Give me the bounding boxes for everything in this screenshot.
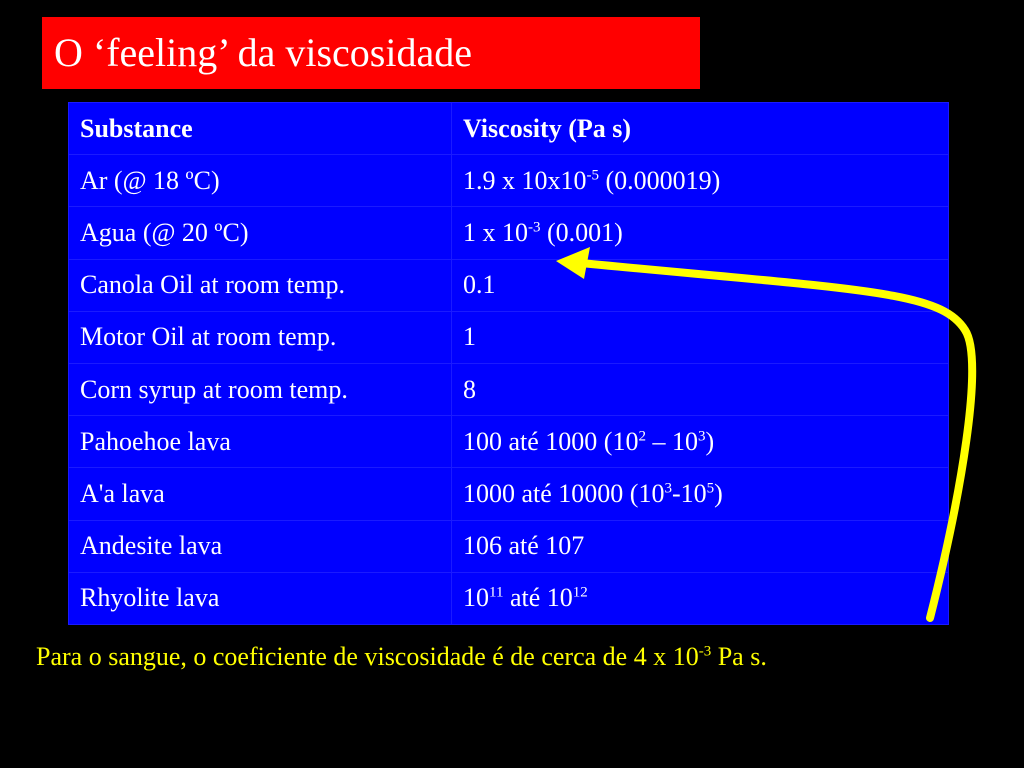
table-row: [69, 207, 949, 259]
table-row: [69, 416, 949, 468]
footnote-suffix: Pa s.: [711, 642, 767, 671]
table-row: [69, 311, 949, 363]
title-banner: [42, 17, 700, 89]
viscosity-text: até 10: [503, 583, 573, 613]
viscosity-cell: [452, 155, 949, 207]
viscosity-text: ): [705, 426, 715, 456]
table-row: [69, 520, 949, 572]
viscosity-exponent: 2: [638, 428, 646, 445]
table-row: [69, 259, 949, 311]
viscosity-text: – 10: [645, 426, 698, 456]
viscosity-table: [68, 102, 949, 625]
viscosity-text: 100 até 1000 (10: [463, 426, 639, 456]
header-viscosity: Viscosity (Pa s): [452, 103, 949, 155]
viscosity-cell: [452, 416, 949, 468]
substance-cell: Pahoehoe lava: [69, 416, 452, 468]
viscosity-text: 106 até 107: [463, 531, 585, 561]
table-row: [69, 363, 949, 415]
viscosity-exponent: 12: [572, 584, 588, 601]
viscosity-exponent: -3: [528, 219, 541, 236]
viscosity-text: 1 x 10: [463, 217, 528, 247]
substance-cell: Canola Oil at room temp.: [69, 259, 452, 311]
viscosity-text: 10: [463, 583, 489, 613]
header-substance: Substance: [69, 103, 452, 155]
viscosity-text: ): [714, 478, 723, 508]
viscosity-cell: [452, 311, 949, 363]
viscosity-exponent: 11: [489, 584, 504, 601]
table-row: [69, 572, 949, 624]
substance-cell: Motor Oil at room temp.: [69, 311, 452, 363]
viscosity-exponent: 3: [664, 480, 672, 497]
table-row: [69, 468, 949, 520]
viscosity-exponent: -5: [586, 167, 599, 184]
viscosity-text: 1.9 x 10x10: [463, 165, 587, 195]
blood-viscosity-note: [36, 642, 767, 672]
viscosity-cell: [452, 572, 949, 624]
table-row: [69, 155, 949, 207]
substance-cell: Ar (@ 18 ºC): [69, 155, 452, 207]
viscosity-text: (0.000019): [599, 165, 721, 195]
substance-cell: A'a lava: [69, 468, 452, 520]
slide-title: O ‘feeling’ da viscosidade: [54, 30, 472, 75]
viscosity-text: 8: [463, 374, 476, 404]
substance-cell: Corn syrup at room temp.: [69, 363, 452, 415]
viscosity-text: 1000 até 10000 (10: [463, 478, 665, 508]
viscosity-cell: [452, 520, 949, 572]
footnote-text: Para o sangue, o coeficiente de viscosidade é de cerca de 4 x 10: [36, 642, 699, 671]
viscosity-cell: [452, 468, 949, 520]
viscosity-text: (0.001): [540, 217, 623, 247]
viscosity-text: -10: [671, 478, 707, 508]
substance-cell: Andesite lava: [69, 520, 452, 572]
substance-cell: Agua (@ 20 ºC): [69, 207, 452, 259]
footnote-exponent: -3: [698, 643, 712, 660]
viscosity-exponent: 5: [706, 480, 715, 497]
viscosity-exponent: 3: [697, 428, 706, 445]
substance-cell: Rhyolite lava: [69, 572, 452, 624]
viscosity-text: 1: [463, 322, 476, 352]
viscosity-cell: [452, 207, 949, 259]
viscosity-text: 0.1: [463, 270, 496, 300]
viscosity-cell: [452, 259, 949, 311]
viscosity-cell: [452, 363, 949, 415]
table-header-row: [69, 103, 949, 155]
